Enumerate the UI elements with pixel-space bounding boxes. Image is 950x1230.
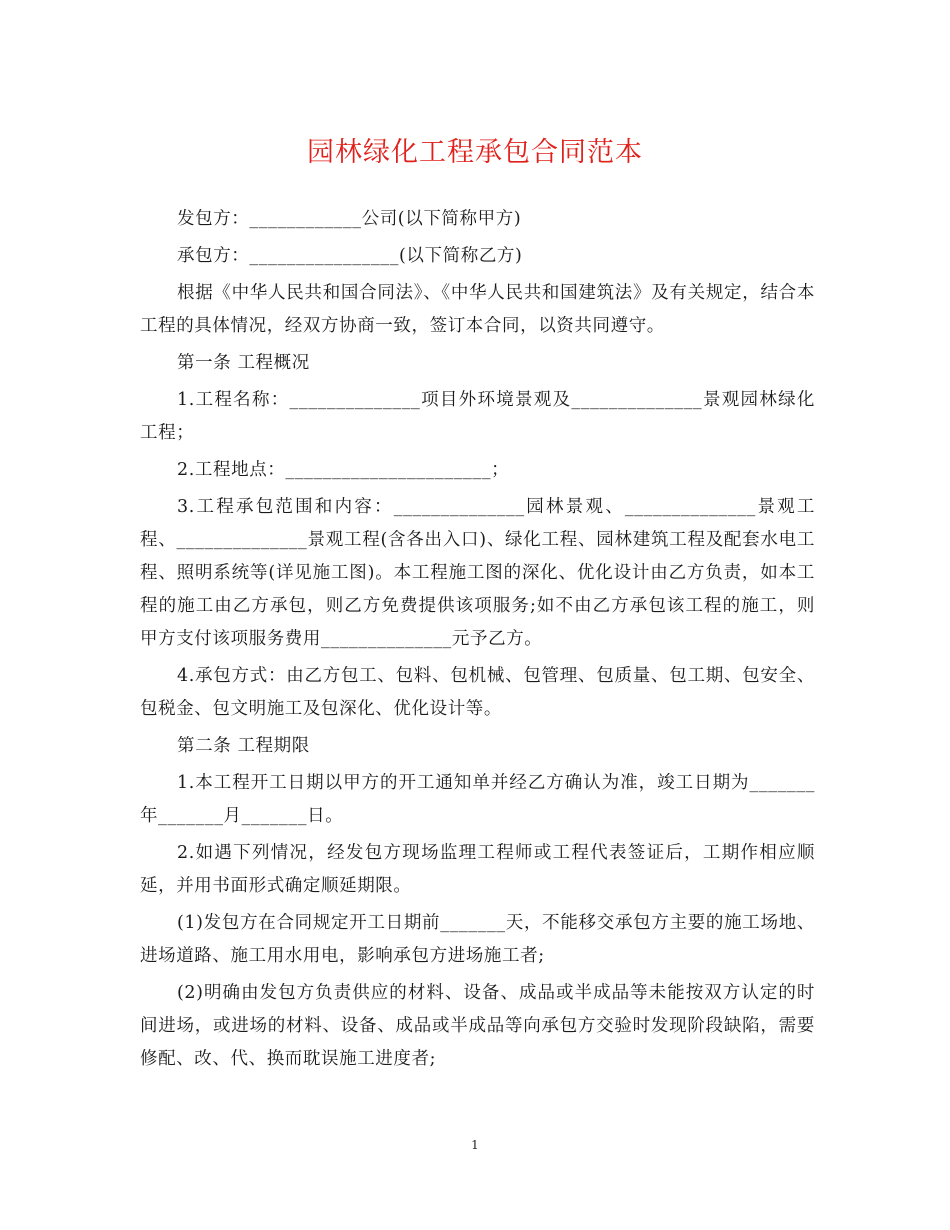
project-location-clause: 2.工程地点：______________________； (177, 460, 510, 480)
party-a-line: 发包方：____________公司(以下简称甲方) (177, 209, 522, 229)
start-date-clause: 1.本工程开工日期以甲方的开工通知单并经乙方确认为准，竣工日期为_______年_______月_______日。 (140, 773, 815, 826)
preamble-paragraph: 根据《中华人民共和国合同法》、《中华人民共和国建筑法》及有关规定，结合本工程的具体情况，经双方协商一致，签订本合同，以资共同遵守。 (140, 283, 815, 336)
document-title: 园林绿化工程承包合同范本 (307, 137, 643, 168)
scope-clause: 3.工程承包范围和内容：______________园林景观、______________景观工程、______________景观工程(含各出入口)、绿化工程、园林建筑工程及配套水电工程、照明系统等(详见施工图)。本工程施工图的深化、优化设计由乙方负责，如本工程的施工由乙方承包，则乙方免费提供该项服务;如不由乙方承包该工程的施工，则甲方支付该项服务费用______________元予乙方。 (140, 497, 815, 649)
page-number: 1 (471, 1138, 479, 1152)
party-b-line: 承包方：________________(以下简称乙方) (177, 246, 523, 266)
article-1-heading: 第一条 工程概况 (177, 353, 310, 373)
contract-method-clause: 4.承包方式：由乙方包工、包料、包机械、包管理、包质量、包工期、包安全、包税金、包文明施工及包深化、优化设计等。 (140, 666, 815, 719)
document-body (140, 203, 815, 1080)
extension-item-2: (2)明确由发包方负责供应的材料、设备、成品或半成品等未能按双方认定的时间进场，或进场的材料、设备、成品或半成品等向承包方交验时发现阶段缺陷，需要修配、改、代、换而耽误施工进度者; (140, 983, 815, 1069)
extension-clause: 2.如遇下列情况，经发包方现场监理工程师或工程代表签证后，工期作相应顺延，并用书面形式确定顺延期限。 (140, 843, 815, 896)
project-name-clause: 1.工程名称：______________项目外环境景观及______________景观园林绿化工程； (140, 390, 815, 443)
article-2-heading: 第二条 工程期限 (177, 736, 310, 756)
extension-item-1: (1)发包方在合同规定开工日期前_______天，不能移交承包方主要的施工场地、进场道路、施工用水用电，影响承包方进场施工者; (140, 913, 815, 966)
